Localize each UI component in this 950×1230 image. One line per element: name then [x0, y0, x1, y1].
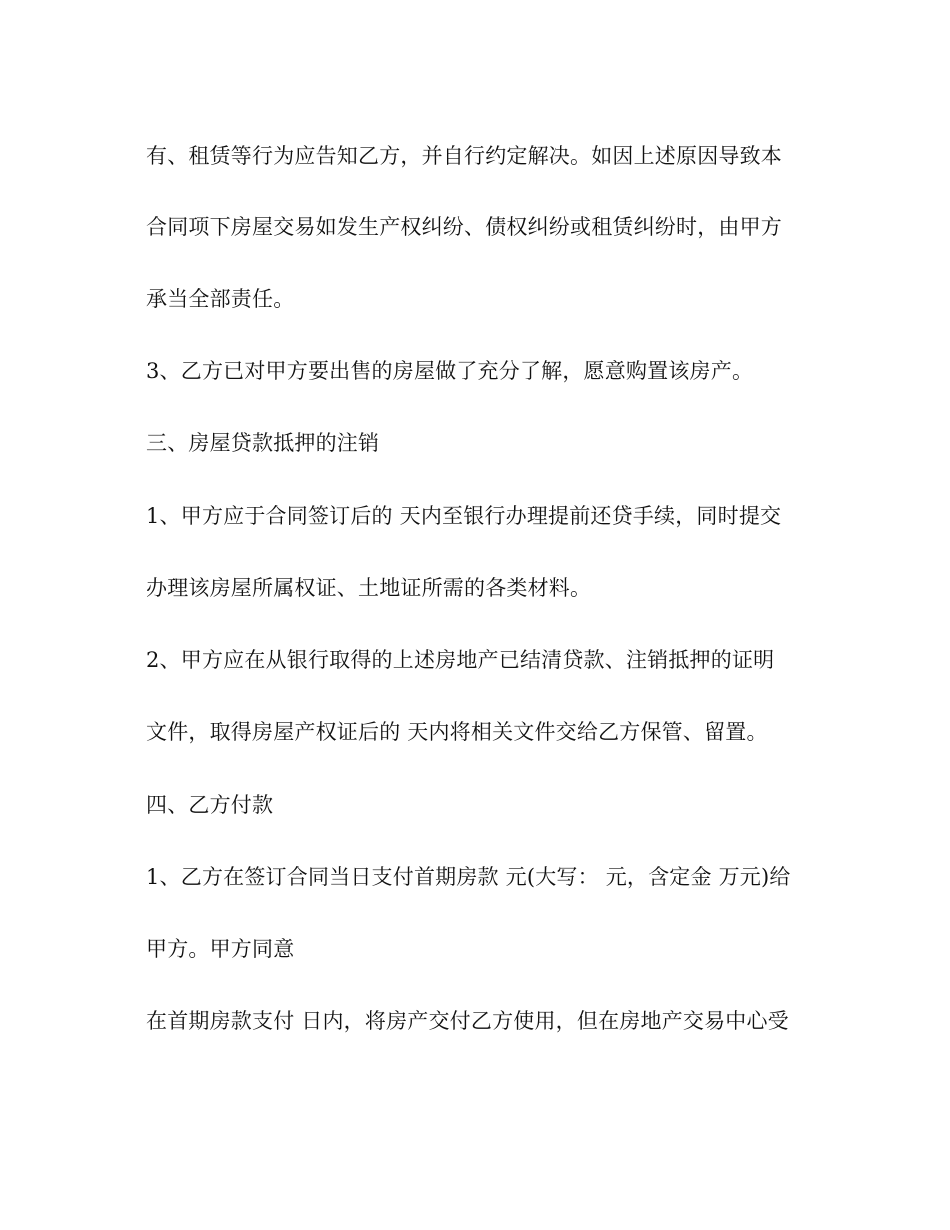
- paragraph-line: 办理该房屋所属权证、土地证所需的各类材料。: [146, 576, 592, 600]
- paragraph-line: 有、租赁等行为应告知乙方，并自行约定解决。如因上述原因导致本: [146, 144, 782, 168]
- paragraph-line: 合同项下房屋交易如发生产权纠纷、债权纠纷或租赁纠纷时，由甲方: [146, 215, 782, 239]
- section-heading-3: 三、房屋贷款抵押的注销: [146, 431, 380, 455]
- paragraph-line: 文件，取得房屋产权证后的 天内将相关文件交给乙方保管、留置。: [146, 720, 768, 744]
- clause-1: 1、甲方应于合同签订后的 天内至银行办理提前还贷手续，同时提交: [146, 504, 782, 528]
- paragraph-line: 甲方。甲方同意: [146, 937, 295, 961]
- clause-1: 1、乙方在签订合同当日支付首期房款 元(大写： 元，含定金 万元)给: [146, 865, 791, 889]
- section-heading-4: 四、乙方付款: [146, 793, 274, 817]
- clause-2: 2、甲方应在从银行取得的上述房地产已结清贷款、注销抵押的证明: [146, 648, 775, 672]
- paragraph-line: 承当全部责任。: [146, 287, 295, 311]
- clause-3: 3、乙方已对甲方要出售的房屋做了充分了解，愿意购置该房产。: [146, 359, 754, 383]
- paragraph-line: 在首期房款支付 日内，将房产交付乙方使用，但在房地产交易中心受: [146, 1009, 789, 1033]
